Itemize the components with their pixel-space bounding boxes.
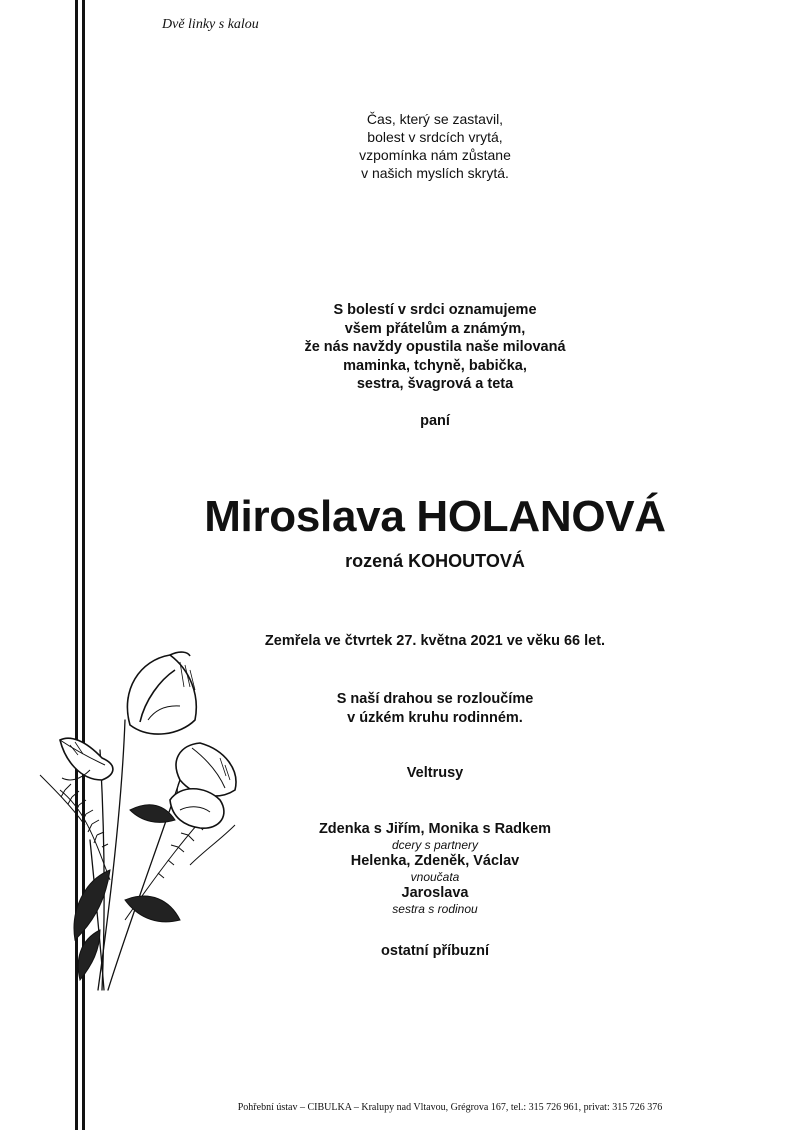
mourner-relation: dcery s partnery [391,838,479,852]
poem-line: vzpomínka nám zůstane [359,147,511,163]
announcement-line: maminka, tchyně, babička, [343,357,527,374]
mourner-names: Helenka, Zdeněk, Václav [350,853,520,869]
title-word: paní [420,413,450,429]
announcement-line: že nás navždy opustila naše milovaná [304,339,566,355]
poem-line: Čas, který se zastavil, [366,111,504,127]
maiden-name: rozená KOHOUTOVÁ [345,551,525,571]
announcement-line: S bolestí v srdci oznamujeme [333,302,537,318]
announcement-line: sestra, švagrová a teta [356,376,514,392]
announcement-line: všem přátelům a známým, [344,320,526,337]
other-relatives: ostatní příbuzní [381,943,489,959]
death-info: Zemřela ve čtvrtek 27. května 2021 ve věku 66 let. [264,633,606,649]
poem [115,110,755,182]
template-name: Dvě linky s kalou [162,17,259,32]
poem-line: bolest v srdcích vrytá, [367,129,503,145]
mourner-names: Jaroslava [401,885,469,901]
mourner-names: Zdenka s Jiřím, Monika s Radkem [318,821,552,837]
mourner-relation: vnoučata [410,870,460,884]
farewell-line: v úzkém kruhu rodinném. [347,709,523,726]
place: Veltrusy [406,765,464,781]
farewell-line: S naší drahou se rozloučíme [336,691,534,707]
footer-funeral-home: Pohřební ústav – CIBULKA – Kralupy nad Vltavou, Grégrova 167, tel.: 315 726 961, privat: 315 726 376 [237,1102,663,1113]
calla-lily-bouquet-icon [30,640,255,1000]
announcement [115,301,755,394]
mourner-relation: sestra s rodinou [392,902,478,916]
deceased-name: Miroslava HOLANOVÁ [204,492,666,541]
poem-line: v našich myslích skrytá. [361,165,509,181]
